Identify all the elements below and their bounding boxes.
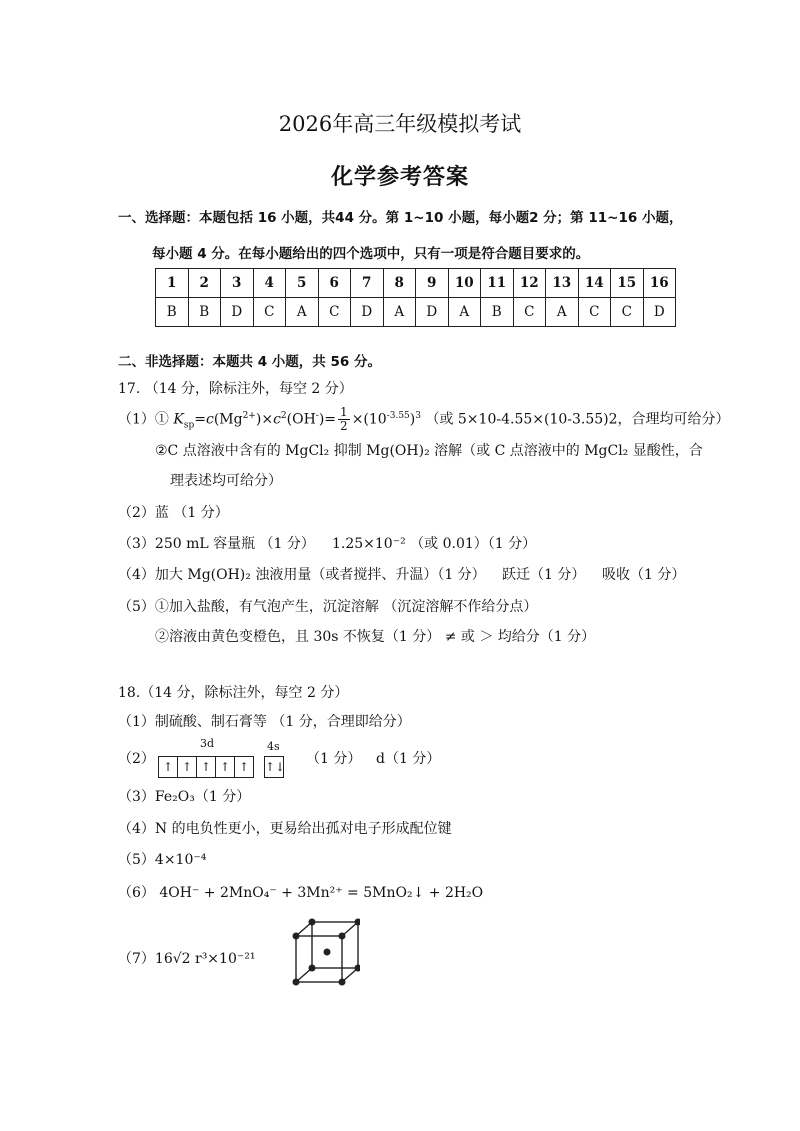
- answer-cell: A: [546, 298, 579, 327]
- q18-part6: （6） 4OH⁻ + 2MnO₄⁻ + 3Mn²⁺ = 5MnO₂↓ + 2H₂O: [118, 885, 484, 901]
- section1-line2: 每小题 4 分。在每小题给出的四个选项中，只有一项是符合题目要求的。: [152, 246, 590, 262]
- q17-part3b: 1.25×10⁻² （或 0.01）（1 分）: [332, 536, 537, 552]
- orbital-4s-cell: ↑↓: [265, 760, 286, 774]
- question-number-cell: 16: [643, 269, 676, 298]
- question-number-cell: 7: [351, 269, 384, 298]
- q17-part1-label: （1）: [118, 411, 155, 428]
- answer-cell: D: [351, 298, 384, 327]
- orbital-3d-box: ↑: [197, 757, 216, 777]
- question-number-cell: 11: [481, 269, 514, 298]
- orbital-3d-boxes: [158, 756, 254, 778]
- q17-part5b: ②溶液由黄色变橙色，且 30s 不恢复（1 分） ≠ 或 ＞ 均给分（1 分）: [155, 629, 596, 645]
- answer-cell: A: [448, 298, 481, 327]
- q17-part1: （1）① $K_{sp}=c(Mg^{2+})\times c^2(OH^-)=$ $\frac{1}{2} \times(10^{-3.55})^3$ （或 5×10-4.55×(10-3.55)2，合理均可给分）: [118, 405, 730, 433]
- question-number-cell: 14: [578, 269, 611, 298]
- answer-table: [155, 268, 676, 327]
- q17-part1b-line2: 理表述均可给分）: [170, 473, 282, 489]
- answer-cell: B: [156, 298, 189, 327]
- question-number-cell: 6: [318, 269, 351, 298]
- answer-cell: D: [416, 298, 449, 327]
- q17-part2: （2）蓝 （1 分）: [118, 505, 229, 521]
- question-number-cell: 3: [221, 269, 254, 298]
- q18-part2-score2: d（1 分）: [376, 751, 441, 767]
- q18-part7: （7）16√2 r³×10⁻²¹: [118, 951, 256, 967]
- q18-part1: （1）制硫酸、制石膏等 （1 分，合理即给分）: [118, 714, 411, 730]
- q18-part2-label: （2）: [118, 751, 155, 767]
- question-number-cell: 10: [448, 269, 481, 298]
- exam-title: 2026年高三年级模拟考试: [278, 112, 522, 136]
- q17-part1b-line1: ②C 点溶液中含有的 MgCl₂ 抑制 Mg(OH)₂ 溶解（或 C 点溶液中的 MgCl₂ 显酸性，合: [155, 443, 703, 459]
- answer-cell: B: [481, 298, 514, 327]
- question-number-cell: 13: [546, 269, 579, 298]
- answer-cell: A: [383, 298, 416, 327]
- orbital-3d-label: 3d: [200, 737, 215, 750]
- q17-part4b: 跃迁（1 分）: [502, 567, 586, 583]
- section2-heading: 二、非选择题：本题共 4 小题，共 56 分。: [118, 354, 381, 370]
- question-number-cell: 8: [383, 269, 416, 298]
- question-number-cell: 5: [286, 269, 319, 298]
- q18-part3: （3）Fe₂O₃（1 分）: [118, 789, 251, 805]
- q17-part4a: （4）加大 Mg(OH)₂ 浊液用量（或者搅拌、升温）（1 分）: [118, 567, 486, 583]
- q18-part2-score1: （1 分）: [306, 751, 362, 767]
- answer-cell: C: [513, 298, 546, 327]
- section1-line1: 一、选择题：本题包括 16 小题，共44 分。第 1~10 小题，每小题2 分；第 11~16 小题，: [118, 210, 683, 226]
- answer-cell: C: [318, 298, 351, 327]
- question-number-cell: 12: [513, 269, 546, 298]
- question-number-cell: 4: [253, 269, 286, 298]
- orbital-3d-box: ↑: [216, 757, 235, 777]
- answer-cell: C: [611, 298, 644, 327]
- answer-table-number-row: [156, 269, 676, 298]
- q17-part5a: （5）①加入盐酸，有气泡产生，沉淀溶解 （沉淀溶解不作给分点）: [118, 599, 538, 615]
- answer-cell: C: [253, 298, 286, 327]
- q17-header: 17. （14 分，除标注外，每空 2 分）: [118, 381, 353, 397]
- q17-part3a: （3）250 mL 容量瓶 （1 分）: [118, 536, 315, 552]
- orbital-3d-box: ↑: [238, 760, 250, 774]
- cubic-cell-diagram: [288, 916, 360, 992]
- orbital-3d-box: ↑: [178, 757, 197, 777]
- q18-part5: （5）4×10⁻⁴: [118, 852, 207, 868]
- orbital-3d-box: ↑: [159, 757, 178, 777]
- answer-cell: D: [221, 298, 254, 327]
- answer-key-title: 化学参考答案: [330, 164, 469, 190]
- q18-header: 18.（14 分，除标注外，每空 2 分）: [118, 685, 349, 701]
- orbital-4s-label: 4s: [267, 740, 280, 753]
- q18-part4: （4）N 的电负性更小，更易给出孤对电子形成配位键: [118, 821, 452, 837]
- question-number-cell: 2: [188, 269, 221, 298]
- answer-cell: C: [578, 298, 611, 327]
- question-number-cell: 9: [416, 269, 449, 298]
- answer-table-answer-row: [156, 298, 676, 327]
- q17-part4c: 吸收（1 分）: [602, 567, 686, 583]
- question-number-cell: 15: [611, 269, 644, 298]
- fraction-half: $\frac{1}{2}$: [340, 405, 348, 433]
- question-number-cell: 1: [156, 269, 189, 298]
- q17-part1-alt: （或 5×10-4.55×(10-3.55)2，合理均可给分）: [425, 411, 730, 428]
- answer-cell: B: [188, 298, 221, 327]
- orbital-4s-box: [264, 756, 284, 778]
- answer-cell: A: [286, 298, 319, 327]
- answer-cell: D: [643, 298, 676, 327]
